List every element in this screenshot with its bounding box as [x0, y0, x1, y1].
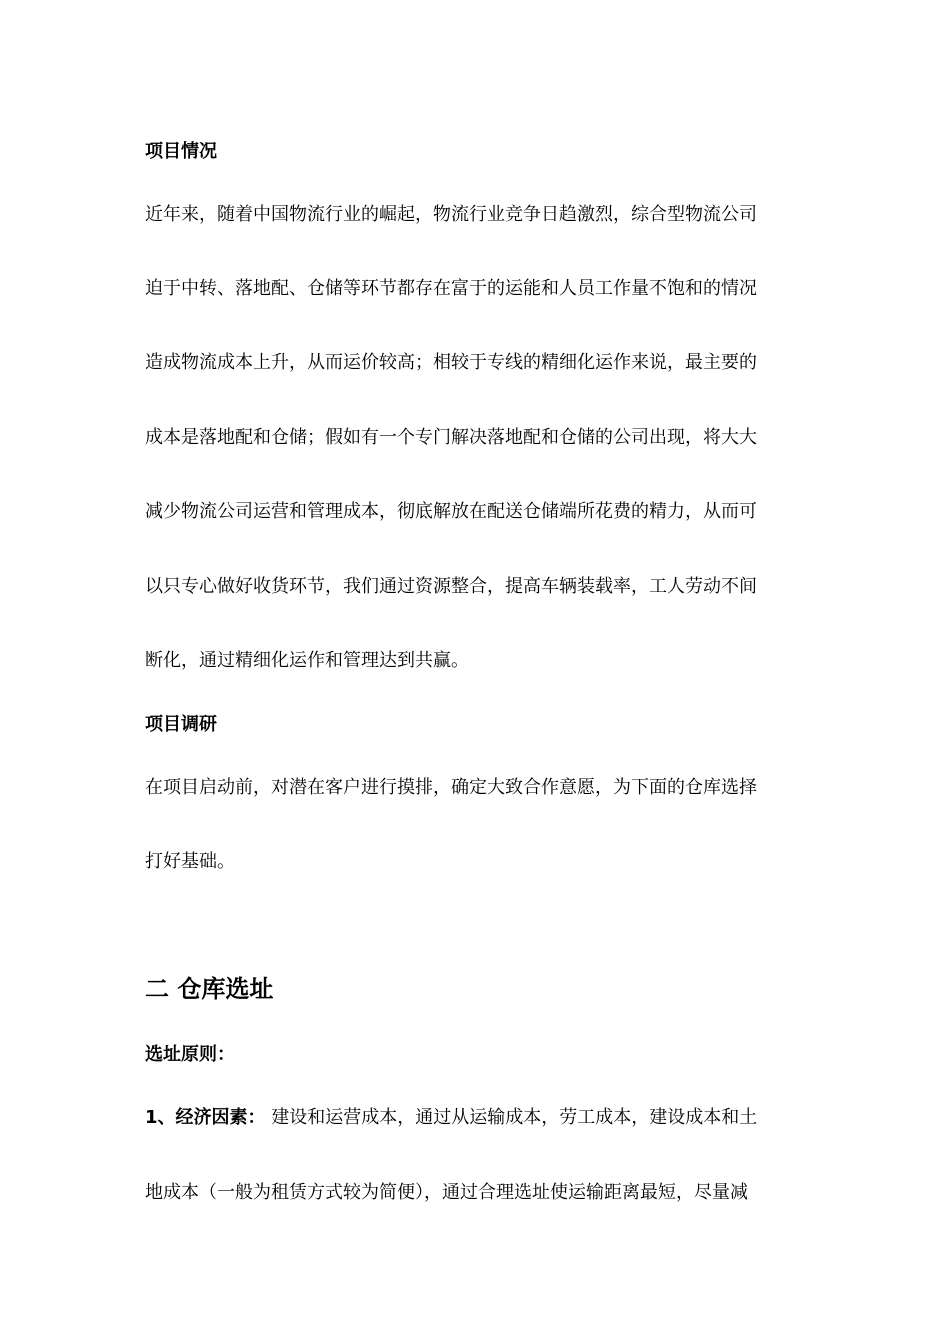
chapter-title-warehouse-site: 二 仓库选址 [145, 975, 274, 1003]
paragraph-line: 以只专心做好收货环节，我们通过资源整合，提高车辆装载率，工人劳动不间 [145, 576, 757, 597]
paragraph-line: 成本是落地配和仓储；假如有一个专门解决落地配和仓储的公司出现，将大大 [145, 427, 757, 448]
paragraph-line: 在项目启动前，对潜在客户进行摸排，确定大致合作意愿，为下面的仓库选择 [145, 777, 757, 798]
list-item-economic-factors [145, 1106, 807, 1130]
section-title-project-research: 项目调研 [145, 714, 217, 735]
paragraph-line: 打好基础。 [145, 851, 235, 872]
principles-title: 选址原则： [145, 1044, 235, 1065]
section-title-project-overview: 项目情况 [145, 141, 217, 162]
paragraph-line: 断化，通过精细化运作和管理达到共赢。 [145, 650, 469, 671]
paragraph-line: 近年来，随着中国物流行业的崛起，物流行业竞争日趋激烈，综合型物流公司 [145, 204, 757, 225]
paragraph-line: 造成物流成本上升，从而运价较高；相较于专线的精细化运作来说，最主要的 [145, 352, 757, 373]
paragraph-line: 减少物流公司运营和管理成本，彻底解放在配送仓储端所花费的精力，从而可 [145, 501, 757, 522]
list-item-label: 1、经济因素： [145, 1107, 266, 1128]
paragraph-line: 迫于中转、落地配、仓储等环节都存在富于的运能和人员工作量不饱和的情况 [145, 278, 757, 299]
paragraph-line: 地成本（一般为租赁方式较为简便），通过合理选址使运输距离最短，尽量减 [145, 1182, 748, 1203]
list-item-text: 建设和运营成本，通过从运输成本，劳工成本，建设成本和土 [265, 1107, 758, 1128]
